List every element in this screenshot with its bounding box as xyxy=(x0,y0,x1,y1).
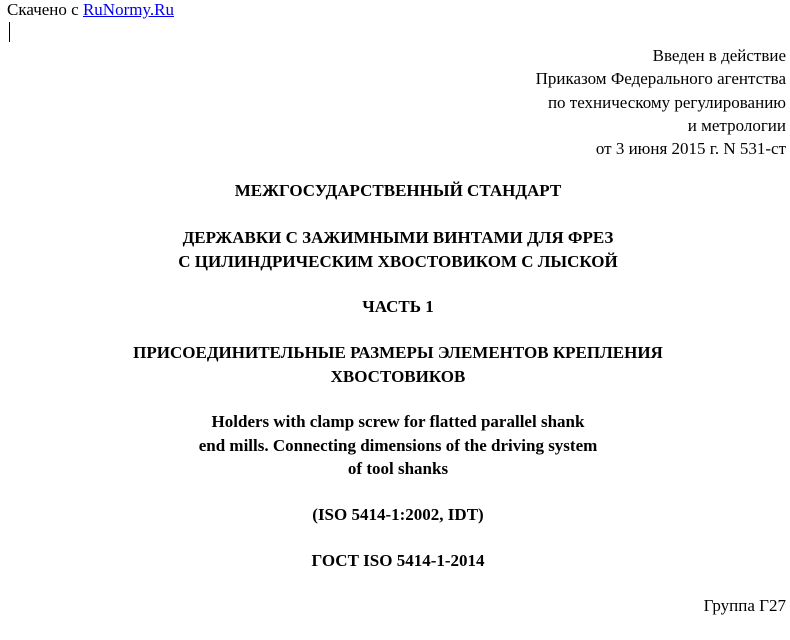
english-title-line: of tool shanks xyxy=(347,459,449,478)
standard-part-text: ЧАСТЬ 1 xyxy=(362,297,434,316)
standard-title-line: ДЕРЖАВКИ С ЗАЖИМНЫМИ ВИНТАМИ ДЛЯ ФРЕЗ xyxy=(182,228,614,247)
enactment-line: и метрологии xyxy=(687,115,786,135)
standard-designation-text: ГОСТ ISO 5414-1-2014 xyxy=(311,551,485,570)
standard-subtitle-line: ХВОСТОВИКОВ xyxy=(330,366,466,386)
english-title-line: Holders with clamp screw for flatted parallel shank xyxy=(211,412,585,431)
classification-group: Группа Г27 xyxy=(703,596,786,615)
standard-subtitle-line: ПРИСОЕДИНИТЕЛЬНЫЕ РАЗМЕРЫ ЭЛЕМЕНТОВ КРЕПЛЕНИЯ xyxy=(133,343,663,362)
standard-category xyxy=(0,179,790,203)
standard-title-line: С ЦИЛИНДРИЧЕСКИМ ХВОСТОВИКОМ С ЛЫСКОЙ xyxy=(178,251,618,271)
iso-reference-text: (ISO 5414-1:2002, IDT) xyxy=(312,505,484,524)
standard-subtitle xyxy=(0,341,790,388)
enactment-line: от 3 июня 2015 г. N 531-ст xyxy=(595,139,786,159)
standard-title xyxy=(0,226,790,273)
iso-reference xyxy=(0,503,790,527)
enactment-line: Приказом Федерального агентства xyxy=(535,69,786,89)
source-prefix: Скачено с xyxy=(7,0,83,19)
standard-designation xyxy=(0,549,790,573)
standard-part xyxy=(0,295,790,319)
text-cursor xyxy=(9,22,10,42)
english-title xyxy=(0,410,790,481)
source-line xyxy=(7,0,174,20)
enactment-line: по техническому регулированию xyxy=(547,92,786,112)
enactment-line: Введен в действие xyxy=(652,46,786,65)
source-link[interactable]: RuNormy.Ru xyxy=(82,0,174,19)
enactment-note xyxy=(536,44,786,160)
english-title-line: end mills. Connecting dimensions of the driving system xyxy=(198,435,598,455)
standard-category-text: МЕЖГОСУДАРСТВЕННЫЙ СТАНДАРТ xyxy=(234,181,562,200)
